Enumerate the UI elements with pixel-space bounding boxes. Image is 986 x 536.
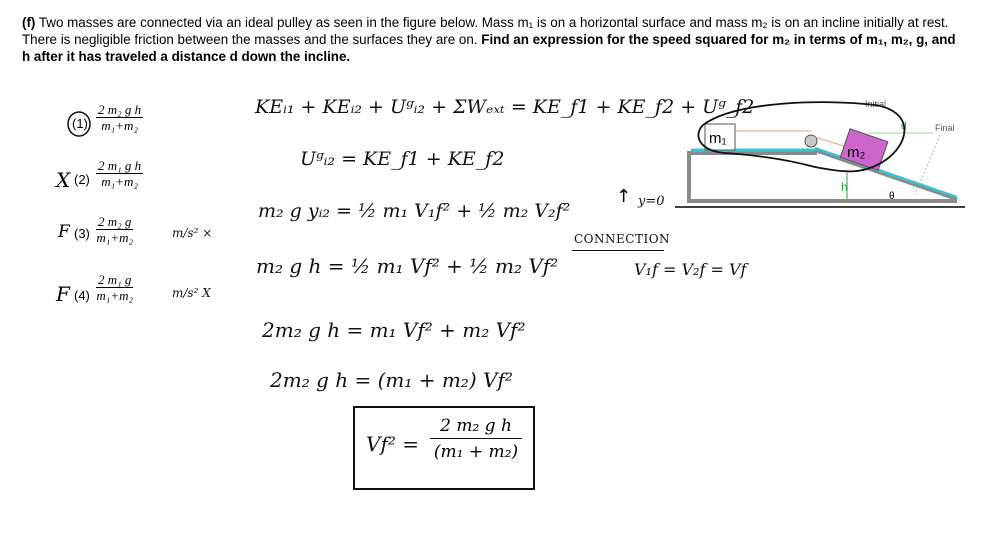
choice-1-numerator: 2 m₂ g h	[98, 102, 142, 117]
constraint-label: CONNECTION	[574, 232, 671, 246]
choice-4-mark: F	[56, 282, 70, 306]
constraint-equation: V₁f = V₂f = Vf	[634, 260, 747, 279]
hw-line-1: KEᵢ₁ + KEᵢ₂ + Uᵍᵢ₂ + ΣWₑₓₜ = KE_f1 + KE_f2 + Uᵍ_f2	[255, 96, 755, 118]
result-lhs: Vf² =	[366, 432, 419, 456]
choice-1-denominator: m₁+m₂	[101, 118, 138, 133]
problem-text: Two masses are connected via an ideal pulley as seen in the figure below. Mass m₁ is on a horizontal surface and mass m₂ is on an incline initially at rest. There is negligible friction between the masses and the surfaces they are on.	[22, 15, 949, 47]
choice-4-tag: (4)	[74, 288, 90, 303]
hw-line-3: m₂ g yᵢ₂ = ½ m₁ V₁f² + ½ m₂ V₂f²	[258, 200, 571, 222]
problem-label: (f)	[22, 15, 36, 30]
result-fraction	[430, 414, 522, 465]
mass-m2-label: m₂	[847, 144, 866, 161]
choice-2-denominator: m₁+m₂	[101, 174, 138, 189]
choice-3-tag: (3)	[74, 226, 90, 241]
distance-label: d	[901, 121, 907, 132]
hw-line-6: 2m₂ g h = (m₁ + m₂) Vf²	[270, 368, 513, 392]
hw-line-5: 2m₂ g h = m₁ Vf² + m₂ Vf²	[262, 318, 526, 342]
choice-4-numerator: 2 m₁ g	[98, 272, 132, 287]
final-label: Final	[935, 123, 955, 133]
result-numerator: 2 m₂ g h	[430, 414, 522, 439]
pulley-figure	[675, 95, 975, 215]
choice-3-note: m/s² ×	[172, 226, 213, 240]
choice-2-fraction	[96, 158, 143, 190]
problem-question: Find an expression for the speed squared for m₂ in terms of m₁, m₂, g, and h after it has traveled a distance d down the incline.	[22, 32, 956, 64]
choice-4-note: m/s² X	[172, 286, 211, 300]
choice-4-fraction	[96, 272, 133, 304]
problem-statement	[22, 14, 962, 65]
choice-1-fraction	[96, 102, 143, 134]
choice-2-numerator: 2 m₁ g h	[98, 158, 142, 173]
hw-line-4: m₂ g h = ½ m₁ Vf² + ½ m₂ Vf²	[256, 254, 559, 278]
result-denominator: (m₁ + m₂)	[433, 442, 519, 462]
choice-4-denominator: m₁+m₂	[96, 288, 133, 303]
choice-3-denominator: m₁+m₂	[96, 230, 133, 245]
choice-2-tag: (2)	[74, 172, 90, 187]
y-origin-note: y=0	[638, 194, 665, 209]
height-label: h	[841, 180, 848, 194]
initial-label: Initial	[865, 99, 887, 109]
y-up-arrow: ↑	[616, 186, 632, 207]
constraint-underline	[572, 250, 664, 251]
mass-m1-label: m₁	[709, 130, 727, 147]
choice-3-mark: F	[58, 222, 70, 242]
hw-line-2: Uᵍᵢ₂ = KE_f1 + KE_f2	[300, 148, 505, 170]
choice-1-tag: (1)	[72, 116, 88, 131]
choice-2-mark: X	[56, 168, 71, 192]
choice-3-fraction	[96, 214, 133, 246]
angle-label: θ	[889, 191, 895, 202]
choice-3-numerator: 2 m₂ g	[98, 214, 132, 229]
